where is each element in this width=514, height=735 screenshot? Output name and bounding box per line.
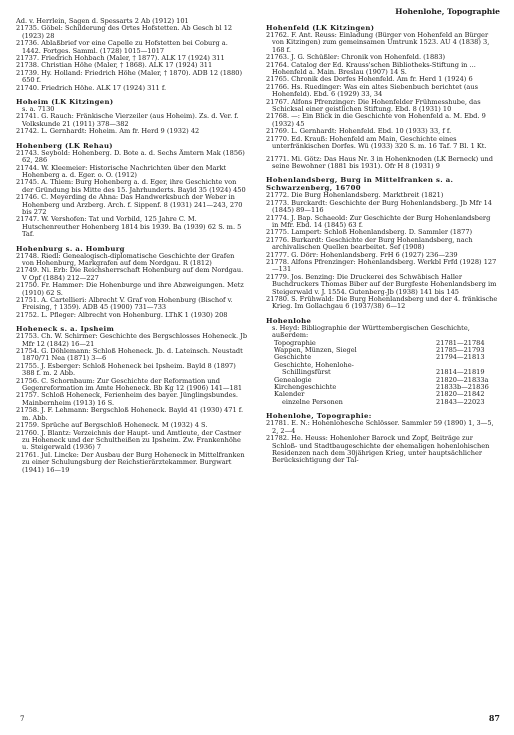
index-range: 21781—21784 bbox=[436, 338, 485, 347]
hohenlohe-subject-index bbox=[274, 340, 496, 407]
section-heading: Hohenburg s. a. Homburg bbox=[16, 244, 125, 253]
index-range: 21820—21842 bbox=[436, 390, 485, 399]
bibliography-entry: 21744. W. Kleemeier: Historische Nachrichten über den Markt Hohenberg a. d. Eger. o. O. (1912) bbox=[16, 163, 227, 179]
bibliography-entry: Ad. v. Herrlein, Sagen d. Spessarts 2 Ab (1912) 101 bbox=[16, 17, 189, 25]
index-range: 21833b—21836 bbox=[436, 383, 489, 392]
index-range: 21794—21813 bbox=[436, 353, 485, 362]
bibliography-entry: 21764. Catalog der Ed. Krauss'schen Bibliotheks-Stiftung in ... Hohenfeld a. Main. Breslau (1907) 14 S. bbox=[266, 60, 476, 77]
bibliography-entry: 21775. Lampert: Schloß Hohenlandsberg. D. Sammler (1877) bbox=[266, 228, 473, 237]
bibliography-entry: 21756. C. Schornbaum: Zur Geschichte der Reformation und Gegenreformation im Amte Hoheneck. Bb Kg 12 (1906) 141—181 bbox=[16, 376, 243, 393]
bibliography-entry: 21747. W. Vershofen: Tat und Vorbild, 125 Jahre C. M. Hutschenreuther Hohenberg 1814 bis 1939. Ba (1939) 62 S. m. 5 Taf. bbox=[16, 215, 242, 239]
bibliography-entry: 21780. S. Frühwald: Die Burg Hohenlandsberg und der 4. fränkische Krieg. Im Gollachgau 6 (1937/38) 6—12 bbox=[266, 295, 498, 311]
bibliography-entry: 21746. C. Meyerding de Ahna: Das Handwerksbuch der Weber in Hohenberg und Arzberg. Arch. f. Sippenf. 8 (1931) 241—243, 270 bis 272 bbox=[16, 193, 243, 216]
bibliography-entry: 21735. Göbel: Schilderung des Ortes Hofstetten. Ab Gesch bl 12 (1923) 28 bbox=[16, 24, 233, 40]
bibliography-entry: 21741. G. Rauch: Fränkische Vierzeiler (aus Hoheim). Zs. d. Ver. f. Volkskunde 21 (1911) 378—382 bbox=[16, 112, 239, 128]
index-label: Topographie bbox=[274, 338, 316, 347]
bibliography-entry: 21762. F. Ant. Reuss: Einladung (Bürger von Hohenfeld an Bürger von Kitzingen) zum gemeinsamen Umtrunk 1523. AU 4 (1838) 3, 168 f. bbox=[266, 31, 490, 54]
bibliography-entry: 21737. Friedrich Hohbach (Maler, † 1877). ALK 17 (1924) 311 bbox=[16, 54, 225, 63]
cross-reference: s. Heyd: Bibliographie der Württembergischen Geschichte, außerdem: bbox=[272, 323, 470, 340]
bibliography-entry: 21758. J. F. Lehmann: Bergschloß Hoheneck. Bayld 41 (1930) 471 f. m. Abb. bbox=[16, 406, 244, 422]
section-heading: Hohenfeld (LK Kitzingen) bbox=[266, 24, 375, 32]
bibliography-entry: 21776. Burkardt: Geschichte der Burg Hohenlandsberg, nach archivalischen Quellen bearbeitet. Sef (1908) bbox=[266, 235, 473, 252]
signature-mark: 7 bbox=[20, 715, 25, 723]
bibliography-entry: 21755. J. Esberger: Schloß Hoheneck bei Ipsheim. Bayld 8 (1897) 388 f. m. 2 Abb. bbox=[16, 361, 236, 378]
bibliography-entry: 21769. L. Gernhardt: Hohenfeld. Ebd. 10 (1933) 33, f f. bbox=[266, 127, 452, 136]
section-heading: Hoheneck s. a. Ipsheim bbox=[16, 325, 115, 334]
page-number: 87 bbox=[488, 713, 500, 723]
section-heading: Hohenlandsberg, Burg in Mittelfranken s. a. Schwarzenberg, 16700 bbox=[266, 176, 454, 193]
bibliography-entry: 21782. He. Heuss: Hohenloher Barock und Zopf, Beiträge zur Schloß- und Stadtbaugeschichte der ehemaligen hohenlohischen Residenzen nach dem 30jährigen Krieg, unter hauptsächlicher Berücksichtigung der Tal- bbox=[266, 434, 490, 465]
index-label: Wappen, Münzen, Siegel bbox=[274, 346, 357, 355]
cross-reference: s. a. 7130 bbox=[22, 105, 55, 114]
index-label: Kirchengeschichte bbox=[274, 383, 337, 392]
bibliography-entry: 21773. Burckardt: Geschichte der Burg Hohenlandsberg. Jb Mfr 14 (1845) 89—116 bbox=[266, 198, 492, 215]
bibliography-entry: 21759. Sprüche auf Bergschloß Hoheneck. M (1932) 4 S. bbox=[16, 421, 208, 430]
right-column bbox=[266, 18, 498, 465]
bibliography-entry: 21768. —: Ein Blick in die Geschichte von Hohenfeld a. M. Ebd. 9 (1932) 45 bbox=[266, 112, 486, 128]
bibliography-entry: 21754. G. Döhlemann: Schloß Hoheneck. Jb. d. Lateinsch. Neustadt 1870/71 Nea (1871) 3—6 bbox=[16, 347, 243, 363]
bibliography-entry: 21745. A. Thiem: Burg Hohenberg a. d. Eger, ihre Geschichte von der Gründung bis Mitte des 15. Jahrhunderts. Bayld 35 (1924) 450 bbox=[16, 178, 246, 194]
bibliography-entry: 21748. Riedl: Genealogisch-diplomatische Geschichte der Grafen von Hohenburg, Markgrafen auf dem Nordgau. R (1812) bbox=[16, 251, 235, 267]
bibliography-entry: 21767. Alfons Pfrenzinger: Die Hohenfelder Frühmesshube, das Schicksal einer geistlichen Stiftung. Ebd. 8 (1931) 10 bbox=[266, 97, 481, 114]
bibliography-entry: 21749. Ni. Erb: Die Reichsherrschaft Hohenburg auf dem Nordgau. V Opf (1884) 212—227 bbox=[16, 266, 244, 282]
bibliography-entry: 21760. J. Blantz: Verzeichnis der Haupt- und Amtleute, der Castner zu Hoheneck und der Schultheißen zu Ipsheim. Zw. Frankenhöhe u. Steigerwald (1936) 7 bbox=[16, 428, 242, 452]
section-heading: Hohenlohe bbox=[266, 316, 312, 325]
bibliography-entry: 21743. Seybold: Hohenberg. D. Bote a. d. Sechs Ämtern Mak (1856) 62, 286 bbox=[16, 148, 245, 165]
bibliography-entry: 21763. J. G. Schüßler: Chronik von Hohenfeld. (1883) bbox=[266, 53, 446, 62]
right-column-top bbox=[266, 24, 498, 340]
bibliography-entry: 21738. Christian Höhe (Maler, † 1868). ALK 17 (1924) 311 bbox=[16, 61, 213, 70]
bibliography-entry: 21770. Ed. Krauß: Hohenfeld am Main, Geschichte eines unterfränkischen Dorfes. Wü (1933) 320 S. m. 16 Taf. 7 Bl. 1 Kt. bbox=[266, 134, 487, 151]
bibliography-entry: 21778. Alfons Pfrenzinger: Hohenlandsberg. Werkbl Frfd (1928) 127—131 bbox=[266, 257, 497, 274]
bibliography-entry: 21751. A. Cartellieri: Albrecht V. Graf von Hohenburg (Bischof v. Freising, † 1359). ADB 45 (1900) 731—733 bbox=[16, 296, 233, 312]
index-range: 21814—21819 bbox=[436, 368, 485, 377]
index-range: 21820—21833a bbox=[436, 375, 489, 384]
bibliography-entry: 21766. Hs. Ruedinger: Was ein altes Siebenbuch berichtet (aus Hohenfeld). Ebd. 6 (1929) 33, 34 bbox=[266, 82, 478, 99]
bibliography-entry: 21736. Ablaßbrief vor eine Capelle zu Hofstetten bei Coburg a. 1442. Fortges. Samml. (1728) 1015—1017 bbox=[16, 39, 228, 55]
index-label: Geschichte bbox=[274, 353, 312, 362]
bibliography-entry: 21739. Hy. Holland: Friedrich Höhe (Maler, † 1870). ADB 12 (1880) 650 f. bbox=[16, 68, 243, 85]
bibliography-entry: 21757. Schloß Hoheneck, Ferienheim des bayer. Jünglingsbundes. Mainbernheim (1913) 16 S. bbox=[16, 391, 238, 407]
bibliography-entry: 21753. Ch. W. Schirmer: Geschichte des Bergschlosses Hoheneck. Jb Mfr 12 (1842) 16—21 bbox=[16, 332, 248, 348]
bibliography-entry: 21772. Die Burg Hohenlandsberg. Marktbreit (1821) bbox=[266, 191, 444, 200]
index-row bbox=[274, 399, 496, 406]
index-label: einzelne Personen bbox=[282, 397, 343, 406]
bibliography-entry: 21752. L. Pfleger: Albrecht von Hohenburg. LThK 1 (1930) 208 bbox=[16, 310, 228, 319]
index-range: 21843—22023 bbox=[436, 397, 485, 406]
running-title: Hohenlohe, Topographie bbox=[395, 7, 500, 16]
right-column-bottom bbox=[266, 412, 498, 464]
bibliography-entry: 21771. Mi. Götz: Das Haus Nr. 3 in Hohenknoden (LK Berneck) und seine Bewohner (1881 bis 1931). Ofr H 8 (1931) 9 bbox=[266, 154, 494, 170]
section-heading: Hohenberg (LK Rehau) bbox=[16, 141, 113, 150]
bibliography-entry: 21779. Jos. Benzing: Die Druckerei des Schwäbisch Haller Buchdruckers Thomas Biber auf der Burgfeste Hohenlandsberg im Steigerwald v. J. 1554. Gutenberg-Jb (1938) 141 bis 145 bbox=[266, 272, 497, 296]
section-heading: Hoheim (LK Kitzingen) bbox=[16, 98, 114, 107]
bibliography-entry: 21750. Fr. Hammer: Die Hohenburge und ihre Abzweigungen. Metz (1910) 62 S. bbox=[16, 281, 244, 297]
bibliography-entry: 21777. G. Dörr: Hohenlandsberg. FrH 6 (1927) 236—239 bbox=[266, 250, 458, 259]
bibliography-entry: 21740. Friedrich Höhe. ALK 17 (1924) 311 f. bbox=[16, 83, 167, 92]
index-label: Geschichte, Hohenlohe- bbox=[274, 360, 354, 369]
section-heading: Hohenlohe, Topographie: bbox=[266, 412, 372, 421]
index-range: 21785—21793 bbox=[436, 346, 485, 355]
left-column bbox=[16, 18, 248, 474]
index-label: Schillingsfürst bbox=[282, 368, 331, 377]
bibliography-entry: 21774. J. Bap. Schaeold: Zur Geschichte der Burg Hohenlandsberg in Mfr. Ebd. 14 (1845) 63 f. bbox=[266, 213, 491, 229]
bibliography-entry: 21761. Jul. Lincke: Der Ausbau der Burg Hoheneck in Mittelfranken zu einer Schulungsburg der Reichstierärztekammer. Burgwart (1941) 16—19 bbox=[16, 450, 245, 474]
index-label: Genealogie bbox=[274, 375, 312, 384]
bibliography-entry: 21742. L. Gernhardt: Hoheim. Am fr. Herd 9 (1932) 42 bbox=[16, 127, 200, 136]
index-label: Kalender bbox=[274, 390, 305, 399]
bibliography-entry: 21781. E. N.: Hohenlohesche Schlösser. Sammler 59 (1890) 1, 3—5, 2, 2—4 bbox=[266, 419, 494, 435]
bibliography-entry: 21765. Chronik des Dorfes Hohenfeld. Am fr. Herd 1 (1924) 6 bbox=[266, 75, 473, 84]
